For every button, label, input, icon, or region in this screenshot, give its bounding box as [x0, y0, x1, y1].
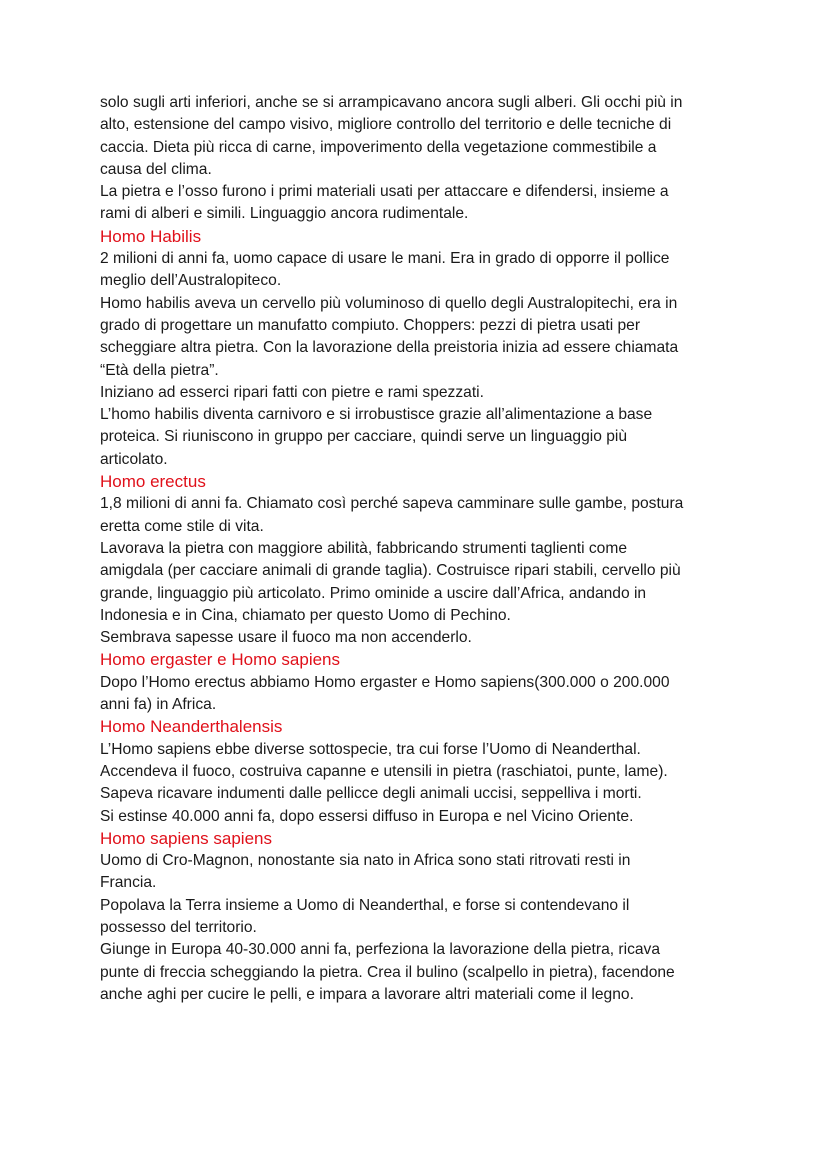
section-heading: Homo ergaster e Homo sapiens	[100, 650, 341, 670]
text-line: articolato.	[100, 450, 168, 468]
text-line: Lavorava la pietra con maggiore abilità, fabbricando strumenti taglienti come	[100, 539, 628, 557]
text-line: amigdala (per cacciare animali di grande taglia). Costruisce ripari stabili, cervello più	[100, 562, 681, 580]
text-line: possesso del territorio.	[100, 918, 257, 936]
text-line: alto, estensione del campo visivo, migliore controllo del territorio e delle tecniche di	[100, 116, 672, 134]
text-line: caccia. Dieta più ricca di carne, impoverimento della vegetazione commestibile a	[100, 138, 657, 156]
text-line: Francia.	[100, 874, 157, 892]
text-line: 2 milioni di anni fa, uomo capace di usare le mani. Era in grado di opporre il pollice	[100, 250, 670, 268]
text-line: grande, linguaggio più articolato. Primo ominide a uscire dall’Africa, andando in	[100, 584, 647, 602]
text-line: solo sugli arti inferiori, anche se si arrampicavano ancora sugli alberi. Gli occhi più in	[100, 94, 683, 111]
text-line: eretta come stile di vita.	[100, 517, 264, 535]
text-line: Iniziano ad esserci ripari fatti con pietre e rami spezzati.	[100, 383, 484, 401]
text-line: Giunge in Europa 40-30.000 anni fa, perfeziona la lavorazione della pietra, ricava	[100, 941, 661, 959]
text-line: “Età della pietra”.	[100, 361, 219, 379]
text-line: Sembrava sapesse usare il fuoco ma non accenderlo.	[100, 629, 472, 647]
text-line: grado di progettare un manufatto compiuto. Choppers: pezzi di pietra usati per	[100, 316, 641, 334]
text-line: L’Homo sapiens ebbe diverse sottospecie, tra cui forse l’Uomo di Neanderthal.	[100, 740, 641, 758]
text-line: meglio dell’Australopiteco.	[100, 272, 282, 290]
text-line: Popolava la Terra insieme a Uomo di Neanderthal, e forse si contendevano il	[100, 896, 630, 914]
text-line: Uomo di Cro-Magnon, nonostante sia nato in Africa sono stati ritrovati resti in	[100, 852, 631, 870]
section-heading: Homo Neanderthalensis	[100, 717, 283, 737]
text-line: Sapeva ricavare indumenti dalle pellicce degli animali uccisi, seppelliva i morti.	[100, 785, 642, 803]
text-line: anche aghi per cucire le pelli, e impara a lavorare altri materiali come il legno.	[100, 985, 634, 1003]
text-line: Dopo l’Homo erectus abbiamo Homo ergaster e Homo sapiens(300.000 o 200.000	[100, 673, 670, 691]
text-line: rami di alberi e simili. Linguaggio ancora rudimentale.	[100, 205, 469, 223]
text-line: causa del clima.	[100, 160, 212, 178]
text-line: proteica. Si riuniscono in gruppo per cacciare, quindi serve un linguaggio più	[100, 428, 628, 446]
text-line: Homo habilis aveva un cervello più voluminoso di quello degli Australopitechi, era in	[100, 294, 678, 312]
text-line: La pietra e l’osso furono i primi materiali usati per attaccare e difendersi, insieme a	[100, 183, 669, 201]
text-line: Indonesia e in Cina, chiamato per questo Uomo di Pechino.	[100, 606, 511, 624]
section-heading: Homo sapiens sapiens	[100, 828, 272, 848]
text-line: scheggiare altra pietra. Con la lavorazione della preistoria inizia ad essere chiamata	[100, 339, 679, 357]
text-line: Si estinse 40.000 anni fa, dopo essersi diffuso in Europa e nel Vicino Oriente.	[100, 807, 634, 825]
text-line: 1,8 milioni di anni fa. Chiamato così perché sapeva camminare sulle gambe, postura	[100, 495, 684, 513]
document-page	[100, 92, 740, 1006]
text-line: Accendeva il fuoco, costruiva capanne e utensili in pietra (raschiatoi, punte, lame).	[100, 762, 668, 780]
section-heading: Homo Habilis	[100, 226, 202, 246]
section-heading: Homo erectus	[100, 472, 206, 492]
text-line: L’homo habilis diventa carnivoro e si irrobustisce grazie all’alimentazione a base	[100, 406, 653, 424]
text-line: anni fa) in Africa.	[100, 696, 217, 714]
text-line: punte di freccia scheggiando la pietra. Crea il bulino (scalpello in pietra), facendone	[100, 963, 675, 981]
